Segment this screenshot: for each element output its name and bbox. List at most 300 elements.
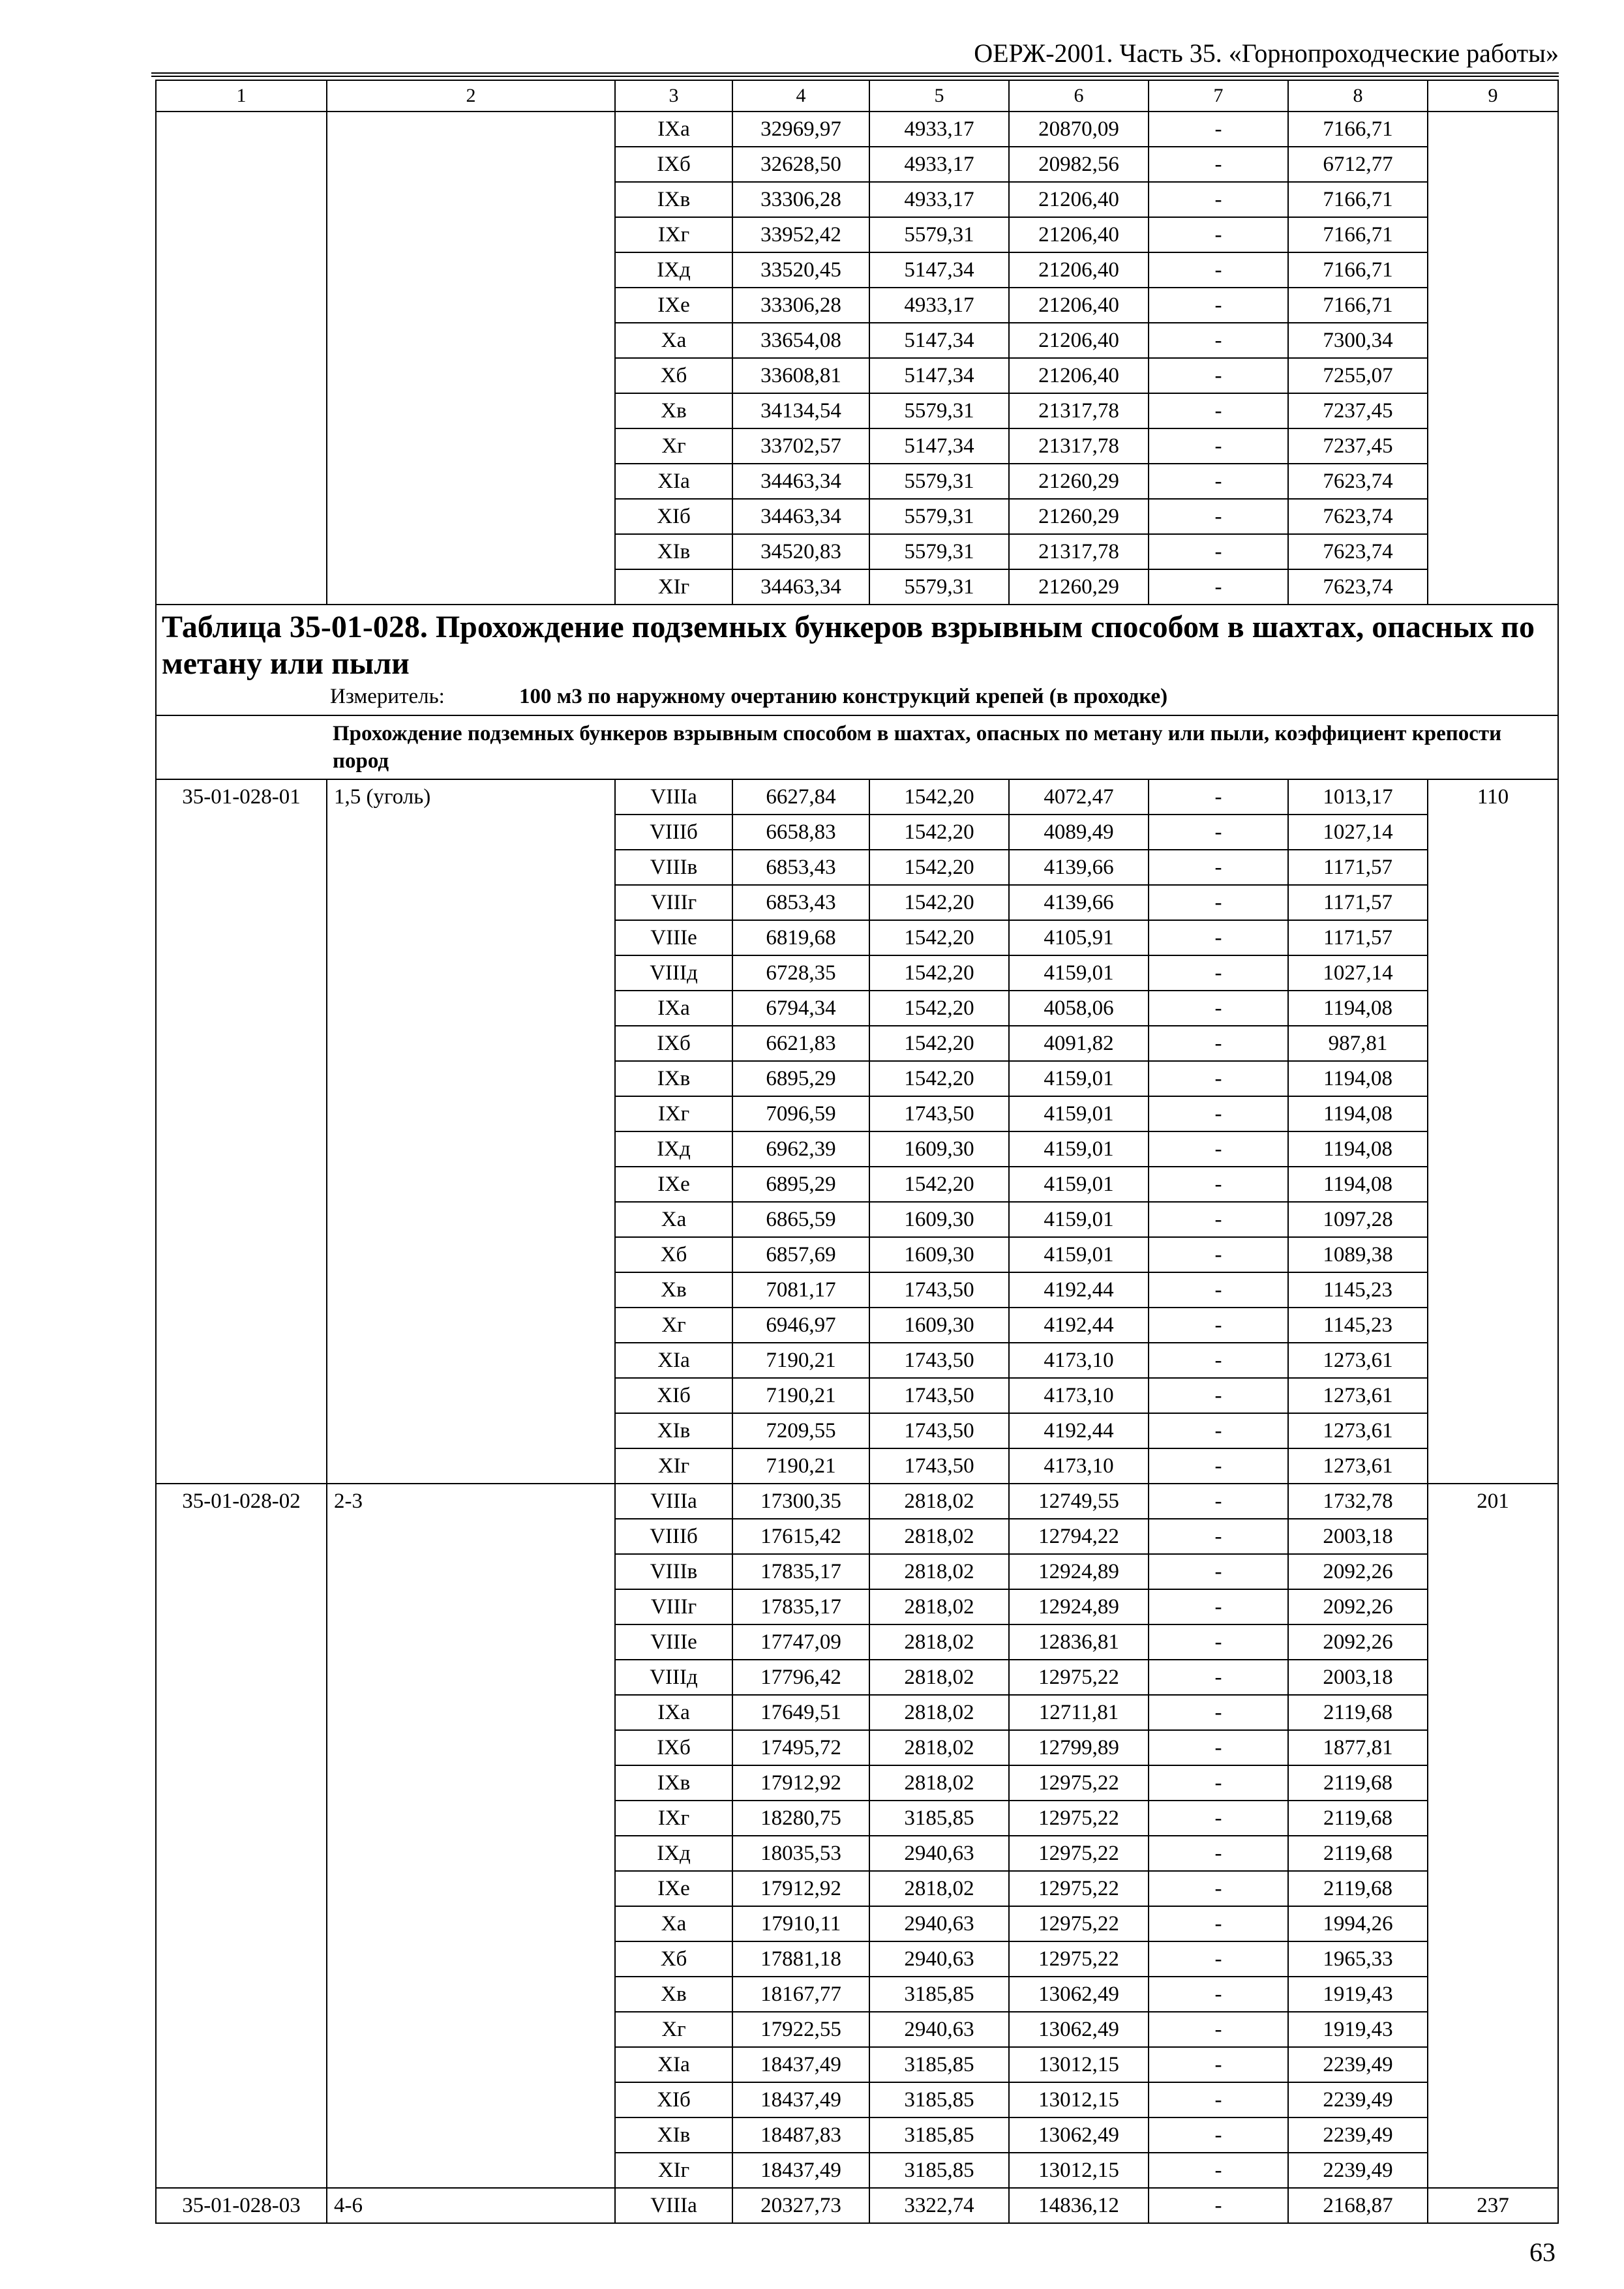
total-cost: 6857,69 (732, 1237, 869, 1272)
resource-code: XIб (615, 2082, 732, 2117)
labor-wage: 4933,17 (869, 147, 1009, 182)
materials-cost: 1273,61 (1288, 1413, 1428, 1448)
resource-code: Xг (615, 2012, 732, 2047)
labor-wage: 2940,63 (869, 1941, 1009, 1977)
labor-wage: 2818,02 (869, 1765, 1009, 1801)
machine-cost: 4173,10 (1009, 1448, 1149, 1484)
table-title-cell (156, 605, 1558, 715)
machine-cost: 21260,29 (1009, 499, 1149, 534)
machine-cost: 4159,01 (1009, 1061, 1149, 1096)
labor-wage: 2818,02 (869, 1695, 1009, 1730)
labor-wage: 1542,20 (869, 1026, 1009, 1061)
total-cost: 17910,11 (732, 1906, 869, 1941)
driver-wage: - (1149, 1589, 1288, 1624)
materials-cost: 1919,43 (1288, 1977, 1428, 2012)
materials-cost: 1171,57 (1288, 920, 1428, 955)
resource-code: IXе (615, 1871, 732, 1906)
driver-wage: - (1149, 1343, 1288, 1378)
column-number: 1 (156, 80, 327, 112)
total-cost: 18487,83 (732, 2117, 869, 2153)
labor-wage: 3185,85 (869, 2117, 1009, 2153)
labor-wage: 5579,31 (869, 393, 1009, 428)
resource-code: IXб (615, 147, 732, 182)
materials-cost: 2239,49 (1288, 2117, 1428, 2153)
labor-wage: 4933,17 (869, 112, 1009, 147)
driver-wage: - (1149, 1624, 1288, 1660)
materials-cost: 6712,77 (1288, 147, 1428, 182)
machine-cost: 12924,89 (1009, 1554, 1149, 1589)
subheading: Прохождение подземных бункеров взрывным способом в шахтах, опасных по метану или пыли, коэффициент крепости пород (156, 715, 1558, 779)
resource-code: XIг (615, 2153, 732, 2188)
total-cost: 7209,55 (732, 1413, 869, 1448)
resource-code: VIIIе (615, 920, 732, 955)
driver-wage: - (1149, 569, 1288, 605)
labor-wage: 3322,74 (869, 2188, 1009, 2223)
total-cost: 6895,29 (732, 1061, 869, 1096)
materials-cost: 7623,74 (1288, 464, 1428, 499)
driver-wage: - (1149, 920, 1288, 955)
resource-code: VIIIе (615, 1624, 732, 1660)
labor-wage: 2940,63 (869, 1906, 1009, 1941)
materials-cost: 7166,71 (1288, 252, 1428, 288)
labor-wage: 1542,20 (869, 779, 1009, 815)
labor-hours: 110 (1428, 779, 1558, 1484)
resource-code: IXв (615, 1765, 732, 1801)
materials-cost: 1919,43 (1288, 2012, 1428, 2047)
total-cost: 6794,34 (732, 991, 869, 1026)
machine-cost: 13012,15 (1009, 2153, 1149, 2188)
materials-cost: 2239,49 (1288, 2047, 1428, 2082)
driver-wage: - (1149, 1448, 1288, 1484)
labor-hours: 201 (1428, 1484, 1558, 2188)
machine-cost: 4105,91 (1009, 920, 1149, 955)
machine-cost: 4192,44 (1009, 1413, 1149, 1448)
resource-code: XIв (615, 1413, 732, 1448)
materials-cost: 7166,71 (1288, 217, 1428, 252)
resource-code: IXе (615, 288, 732, 323)
column-number: 2 (327, 80, 615, 112)
resource-code: IXб (615, 1026, 732, 1061)
labor-wage: 5579,31 (869, 464, 1009, 499)
driver-wage: - (1149, 1801, 1288, 1836)
labor-wage: 1609,30 (869, 1202, 1009, 1237)
driver-wage: - (1149, 252, 1288, 288)
machine-cost: 21206,40 (1009, 217, 1149, 252)
column-number-row (156, 80, 1558, 112)
subheading-row (156, 715, 1558, 779)
driver-wage: - (1149, 1765, 1288, 1801)
driver-wage: - (1149, 428, 1288, 464)
machine-cost: 4089,49 (1009, 815, 1149, 850)
total-cost: 6658,83 (732, 815, 869, 850)
resource-code: IXд (615, 1131, 732, 1167)
machine-cost: 12975,22 (1009, 1941, 1149, 1977)
materials-cost: 1273,61 (1288, 1378, 1428, 1413)
materials-cost: 2119,68 (1288, 1765, 1428, 1801)
total-cost: 17649,51 (732, 1695, 869, 1730)
resource-code: XIб (615, 499, 732, 534)
column-number: 4 (732, 80, 869, 112)
total-cost: 17300,35 (732, 1484, 869, 1519)
machine-cost: 13062,49 (1009, 2117, 1149, 2153)
meter-label: Измеритель: (330, 685, 445, 708)
resource-code: Xб (615, 358, 732, 393)
driver-wage: - (1149, 112, 1288, 147)
materials-cost: 2119,68 (1288, 1801, 1428, 1836)
labor-wage: 5147,34 (869, 323, 1009, 358)
table-row (156, 779, 1558, 815)
materials-cost: 1273,61 (1288, 1343, 1428, 1378)
resource-code: IXв (615, 182, 732, 217)
materials-cost: 1145,23 (1288, 1272, 1428, 1308)
labor-wage: 5579,31 (869, 569, 1009, 605)
total-cost: 7096,59 (732, 1096, 869, 1131)
labor-wage: 1542,20 (869, 920, 1009, 955)
machine-cost: 21260,29 (1009, 464, 1149, 499)
materials-cost: 2119,68 (1288, 1836, 1428, 1871)
labor-wage: 1743,50 (869, 1413, 1009, 1448)
machine-cost: 12975,22 (1009, 1765, 1149, 1801)
resource-code: IXг (615, 1801, 732, 1836)
materials-cost: 1732,78 (1288, 1484, 1428, 1519)
materials-cost: 7166,71 (1288, 182, 1428, 217)
machine-cost: 13062,49 (1009, 2012, 1149, 2047)
driver-wage: - (1149, 1413, 1288, 1448)
labor-wage: 4933,17 (869, 288, 1009, 323)
resource-code: Xб (615, 1237, 732, 1272)
machine-cost: 4058,06 (1009, 991, 1149, 1026)
total-cost: 17912,92 (732, 1871, 869, 1906)
materials-cost: 1027,14 (1288, 955, 1428, 991)
total-cost: 17922,55 (732, 2012, 869, 2047)
total-cost: 6853,43 (732, 885, 869, 920)
labor-wage: 5579,31 (869, 534, 1009, 569)
resource-code: IXе (615, 1167, 732, 1202)
machine-cost: 12799,89 (1009, 1730, 1149, 1765)
machine-cost: 4159,01 (1009, 955, 1149, 991)
resource-code: VIIIг (615, 885, 732, 920)
materials-cost: 7623,74 (1288, 569, 1428, 605)
machine-cost: 13012,15 (1009, 2082, 1149, 2117)
driver-wage: - (1149, 1026, 1288, 1061)
machine-cost: 4159,01 (1009, 1131, 1149, 1167)
total-cost: 6853,43 (732, 850, 869, 885)
labor-wage: 1743,50 (869, 1343, 1009, 1378)
driver-wage: - (1149, 1167, 1288, 1202)
page-number: 63 (1529, 2237, 1556, 2267)
machine-cost: 21317,78 (1009, 393, 1149, 428)
code-cell (156, 112, 327, 605)
materials-cost: 987,81 (1288, 1026, 1428, 1061)
machine-cost: 13062,49 (1009, 1977, 1149, 2012)
labor-wage: 3185,85 (869, 2153, 1009, 2188)
total-cost: 6865,59 (732, 1202, 869, 1237)
total-cost: 17615,42 (732, 1519, 869, 1554)
labor-wage: 2818,02 (869, 1660, 1009, 1695)
total-cost: 34520,83 (732, 534, 869, 569)
total-cost: 17495,72 (732, 1730, 869, 1765)
driver-wage: - (1149, 1941, 1288, 1977)
total-cost: 18035,53 (732, 1836, 869, 1871)
resource-code: VIIIб (615, 815, 732, 850)
materials-cost: 7237,45 (1288, 393, 1428, 428)
driver-wage: - (1149, 1096, 1288, 1131)
price-table (155, 80, 1559, 2224)
total-cost: 6728,35 (732, 955, 869, 991)
driver-wage: - (1149, 850, 1288, 885)
resource-code: IXа (615, 112, 732, 147)
materials-cost: 7166,71 (1288, 288, 1428, 323)
materials-cost: 1097,28 (1288, 1202, 1428, 1237)
resource-code: Xг (615, 1308, 732, 1343)
labor-wage: 1542,20 (869, 1061, 1009, 1096)
driver-wage: - (1149, 1660, 1288, 1695)
resource-code: XIа (615, 2047, 732, 2082)
machine-cost: 12975,22 (1009, 1906, 1149, 1941)
driver-wage: - (1149, 1871, 1288, 1906)
rock-hardness: 4-6 (327, 2188, 615, 2223)
driver-wage: - (1149, 499, 1288, 534)
materials-cost: 7623,74 (1288, 534, 1428, 569)
column-number: 6 (1009, 80, 1149, 112)
materials-cost: 2003,18 (1288, 1660, 1428, 1695)
materials-cost: 1171,57 (1288, 850, 1428, 885)
machine-cost: 12975,22 (1009, 1660, 1149, 1695)
total-cost: 20327,73 (732, 2188, 869, 2223)
driver-wage: - (1149, 1695, 1288, 1730)
resource-code: VIIIа (615, 2188, 732, 2223)
column-number: 9 (1428, 80, 1558, 112)
resource-code: Xг (615, 428, 732, 464)
resource-code: XIг (615, 1448, 732, 1484)
labor-wage: 2940,63 (869, 1836, 1009, 1871)
resource-code: XIа (615, 1343, 732, 1378)
driver-wage: - (1149, 1836, 1288, 1871)
driver-wage: - (1149, 2117, 1288, 2153)
norm-code: 35-01-028-02 (156, 1484, 327, 2188)
driver-wage: - (1149, 1906, 1288, 1941)
total-cost: 7190,21 (732, 1378, 869, 1413)
total-cost: 6621,83 (732, 1026, 869, 1061)
labor-wage: 1609,30 (869, 1237, 1009, 1272)
driver-wage: - (1149, 2012, 1288, 2047)
total-cost: 17881,18 (732, 1941, 869, 1977)
total-cost: 18437,49 (732, 2082, 869, 2117)
meter-row (330, 682, 1552, 711)
labor-wage: 2818,02 (869, 1624, 1009, 1660)
labor-wage: 1542,20 (869, 815, 1009, 850)
labor-wage: 3185,85 (869, 1801, 1009, 1836)
total-cost: 17912,92 (732, 1765, 869, 1801)
machine-cost: 21206,40 (1009, 182, 1149, 217)
materials-cost: 2003,18 (1288, 1519, 1428, 1554)
machine-cost: 21206,40 (1009, 358, 1149, 393)
driver-wage: - (1149, 1378, 1288, 1413)
materials-cost: 1027,14 (1288, 815, 1428, 850)
driver-wage: - (1149, 815, 1288, 850)
labor-wage: 5579,31 (869, 217, 1009, 252)
total-cost: 6946,97 (732, 1308, 869, 1343)
resource-code: VIIIг (615, 1589, 732, 1624)
machine-cost: 4159,01 (1009, 1096, 1149, 1131)
labor-wage: 2818,02 (869, 1519, 1009, 1554)
total-cost: 34463,34 (732, 464, 869, 499)
labor-wage: 5147,34 (869, 358, 1009, 393)
labor-wage: 2818,02 (869, 1871, 1009, 1906)
driver-wage: - (1149, 1131, 1288, 1167)
materials-cost: 7166,71 (1288, 112, 1428, 147)
driver-wage: - (1149, 1730, 1288, 1765)
labor-wage: 2940,63 (869, 2012, 1009, 2047)
total-cost: 33608,81 (732, 358, 869, 393)
total-cost: 7190,21 (732, 1343, 869, 1378)
materials-cost: 2239,49 (1288, 2082, 1428, 2117)
total-cost: 17835,17 (732, 1589, 869, 1624)
table-row (156, 112, 1558, 147)
labor-wage: 2818,02 (869, 1484, 1009, 1519)
resource-code: XIб (615, 1378, 732, 1413)
resource-code: IXд (615, 252, 732, 288)
machine-cost: 4091,82 (1009, 1026, 1149, 1061)
column-number: 5 (869, 80, 1009, 112)
labor-wage: 5147,34 (869, 428, 1009, 464)
driver-wage: - (1149, 1061, 1288, 1096)
materials-cost: 2092,26 (1288, 1554, 1428, 1589)
resource-code: IXв (615, 1061, 732, 1096)
driver-wage: - (1149, 991, 1288, 1026)
materials-cost: 1013,17 (1288, 779, 1428, 815)
total-cost: 17835,17 (732, 1554, 869, 1589)
driver-wage: - (1149, 182, 1288, 217)
materials-cost: 1089,38 (1288, 1237, 1428, 1272)
machine-cost: 4192,44 (1009, 1272, 1149, 1308)
driver-wage: - (1149, 393, 1288, 428)
labor-wage: 2818,02 (869, 1589, 1009, 1624)
total-cost: 32969,97 (732, 112, 869, 147)
labor-wage: 5147,34 (869, 252, 1009, 288)
resource-code: IXб (615, 1730, 732, 1765)
resource-code: Xа (615, 1202, 732, 1237)
driver-wage: - (1149, 1202, 1288, 1237)
header-rule (151, 72, 1559, 77)
driver-wage: - (1149, 217, 1288, 252)
driver-wage: - (1149, 885, 1288, 920)
labor-wage: 1743,50 (869, 1272, 1009, 1308)
driver-wage: - (1149, 358, 1288, 393)
machine-cost: 4173,10 (1009, 1378, 1149, 1413)
labor-wage: 3185,85 (869, 1977, 1009, 2012)
machine-cost: 12924,89 (1009, 1589, 1149, 1624)
driver-wage: - (1149, 1237, 1288, 1272)
materials-cost: 7623,74 (1288, 499, 1428, 534)
labor-wage: 3185,85 (869, 2047, 1009, 2082)
param-cell (327, 112, 615, 605)
machine-cost: 4159,01 (1009, 1202, 1149, 1237)
materials-cost: 1194,08 (1288, 991, 1428, 1026)
driver-wage: - (1149, 779, 1288, 815)
resource-code: VIIIв (615, 850, 732, 885)
table-row (156, 1484, 1558, 1519)
materials-cost: 1171,57 (1288, 885, 1428, 920)
machine-cost: 4159,01 (1009, 1237, 1149, 1272)
total-cost: 18167,77 (732, 1977, 869, 2012)
driver-wage: - (1149, 1554, 1288, 1589)
machine-cost: 12836,81 (1009, 1624, 1149, 1660)
resource-code: IXд (615, 1836, 732, 1871)
rock-hardness: 2-3 (327, 1484, 615, 2188)
resource-code: Xв (615, 1977, 732, 2012)
materials-cost: 1273,61 (1288, 1448, 1428, 1484)
total-cost: 32628,50 (732, 147, 869, 182)
driver-wage: - (1149, 323, 1288, 358)
labor-wage: 1743,50 (869, 1096, 1009, 1131)
machine-cost: 20870,09 (1009, 112, 1149, 147)
machine-cost: 12749,55 (1009, 1484, 1149, 1519)
machine-cost: 12794,22 (1009, 1519, 1149, 1554)
labor-wage: 2818,02 (869, 1554, 1009, 1589)
materials-cost: 2119,68 (1288, 1695, 1428, 1730)
resource-code: XIв (615, 534, 732, 569)
machine-cost: 12975,22 (1009, 1871, 1149, 1906)
machine-cost: 4139,66 (1009, 850, 1149, 885)
driver-wage: - (1149, 1308, 1288, 1343)
materials-cost: 2092,26 (1288, 1624, 1428, 1660)
machine-cost: 21260,29 (1009, 569, 1149, 605)
materials-cost: 1965,33 (1288, 1941, 1428, 1977)
materials-cost: 2092,26 (1288, 1589, 1428, 1624)
driver-wage: - (1149, 955, 1288, 991)
materials-cost: 7300,34 (1288, 323, 1428, 358)
resource-code: Xб (615, 1941, 732, 1977)
total-cost: 17747,09 (732, 1624, 869, 1660)
column-number: 7 (1149, 80, 1288, 112)
resource-code: XIв (615, 2117, 732, 2153)
labor-wage: 1542,20 (869, 955, 1009, 991)
norm-code: 35-01-028-03 (156, 2188, 327, 2223)
machine-cost: 20982,56 (1009, 147, 1149, 182)
total-cost: 33952,42 (732, 217, 869, 252)
rock-hardness: 1,5 (уголь) (327, 779, 615, 1484)
total-cost: 33306,28 (732, 288, 869, 323)
driver-wage: - (1149, 2047, 1288, 2082)
machine-cost: 4139,66 (1009, 885, 1149, 920)
resource-code: VIIIв (615, 1554, 732, 1589)
total-cost: 34463,34 (732, 569, 869, 605)
resource-code: Xв (615, 393, 732, 428)
resource-code: VIIIд (615, 1660, 732, 1695)
labor-wage: 1542,20 (869, 991, 1009, 1026)
driver-wage: - (1149, 464, 1288, 499)
table-row (156, 2188, 1558, 2223)
resource-code: XIг (615, 569, 732, 605)
resource-code: Xа (615, 323, 732, 358)
resource-code: Xв (615, 1272, 732, 1308)
labor-wage: 1542,20 (869, 850, 1009, 885)
table-title-row (156, 605, 1558, 715)
machine-cost: 21317,78 (1009, 534, 1149, 569)
materials-cost: 2119,68 (1288, 1871, 1428, 1906)
labor-wage: 1609,30 (869, 1308, 1009, 1343)
labor-hours: 237 (1428, 2188, 1558, 2223)
labor-wage: 4933,17 (869, 182, 1009, 217)
meter-value: 100 м3 по наружному очертанию конструкций крепей (в проходке) (519, 685, 1168, 708)
materials-cost: 1194,08 (1288, 1167, 1428, 1202)
resource-code: IXг (615, 1096, 732, 1131)
driver-wage: - (1149, 1484, 1288, 1519)
machine-cost: 4159,01 (1009, 1167, 1149, 1202)
labor-wage: 1743,50 (869, 1448, 1009, 1484)
labor-wage: 5579,31 (869, 499, 1009, 534)
